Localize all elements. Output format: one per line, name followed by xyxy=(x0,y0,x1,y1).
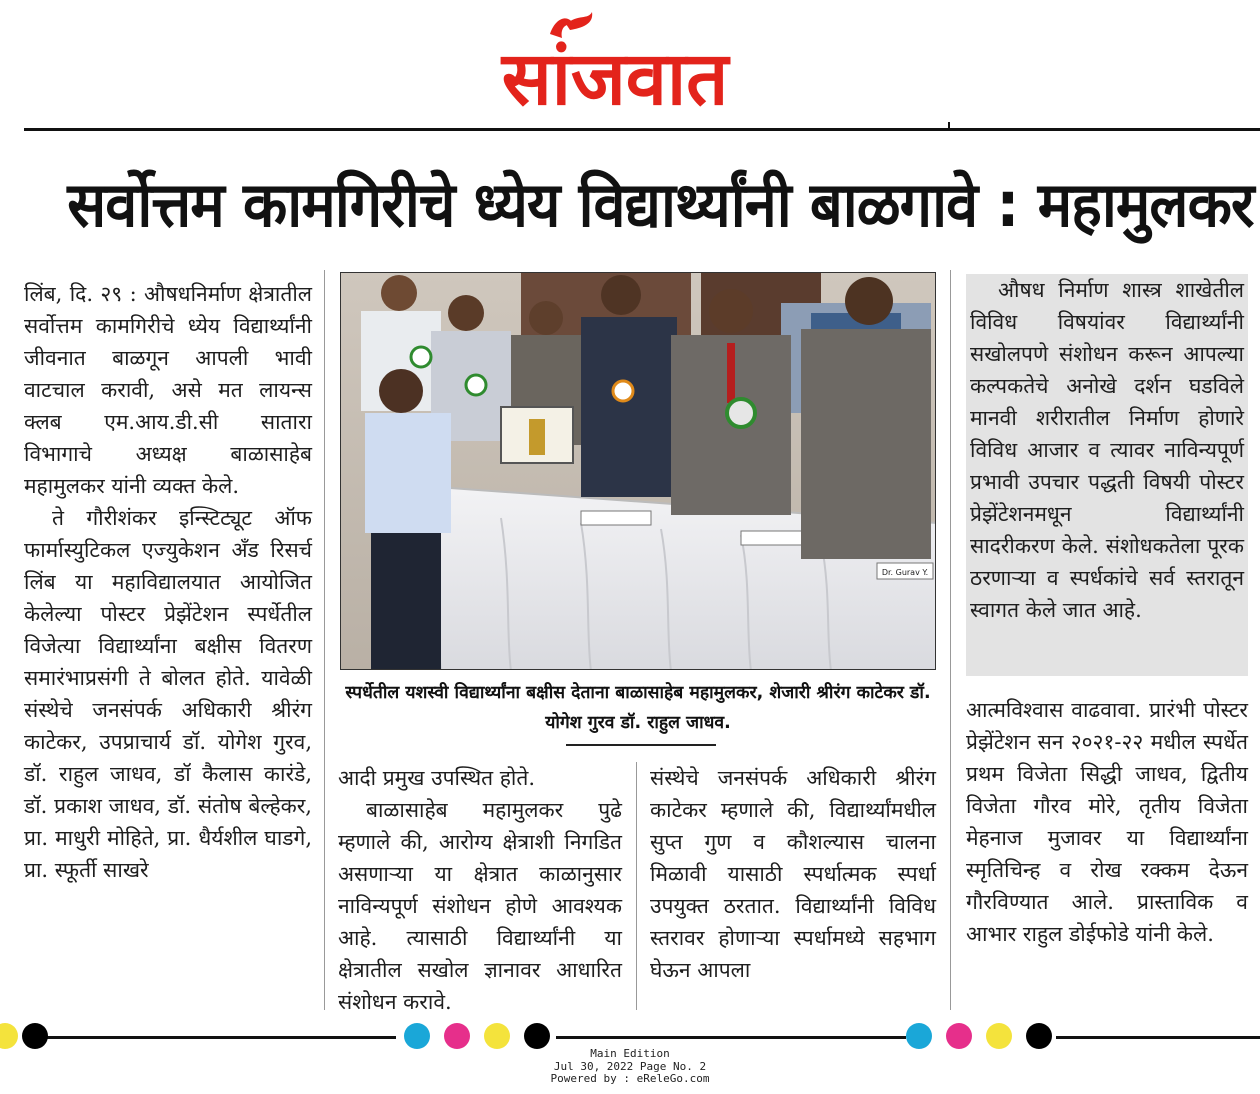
registration-mark-yellow xyxy=(484,1023,510,1049)
edition-label: Main Edition xyxy=(590,1047,670,1060)
article-column-right-top xyxy=(970,274,1244,626)
powered-by-link[interactable]: Powered by : eReleGo.com xyxy=(550,1072,710,1085)
registration-mark-black xyxy=(22,1023,48,1049)
award-ceremony-image xyxy=(341,273,936,670)
article-paragraph: संस्थेचे जनसंपर्क अधिकारी श्रीरंग काटेकर म्हणाले की, विद्यार्थ्यांमधील सुप्त गुण व कौशल्यास चालना मिळावी यासाठी स्पर्धात्मक स्पर्धा उपयुक्त ठरतात. विद्यार्थ्यांनी विविध स्तरावर होणाऱ्या स्पर्धामध्ये सहभाग घेऊन आपला xyxy=(650,766,936,982)
column-divider xyxy=(950,270,951,1010)
article-paragraph: ते गौरीशंकर इन्स्टिट्यूट ऑफ फार्मास्युटिकल एज्युकेशन अँड रिसर्च लिंब या महाविद्यालयात आयोजित केलेल्या पोस्टर प्रेझेंटेशन स्पर्धेतील विजेत्या विद्यार्थ्यांना बक्षीस वितरण समारंभाप्रसंगी ते बोलत होते. यावेळी संस्थेचे जनसंपर्क अधिकारी श्रीरंग काटेकर, उपप्राचार्य डॉ. योगेश गुरव, डॉ. राहुल जाधव, डॉ कैलास कारंडे, डॉ. प्रकाश जाधव, डॉ. संतोष बेल्हेकर, प्रा. माधुरी मोहिते, प्रा. धैर्यशील घाडगे, प्रा. स्फूर्ती साखरे xyxy=(24,506,312,882)
masthead xyxy=(0,0,1260,128)
article-paragraph: आत्मविश्वास वाढवावा. प्रारंभी पोस्टर प्रेझेंटेशन सन २०२१-२२ मधील स्पर्धेत प्रथम विजेता सिद्धी जाधव, द्वितीय विजेता गौरव मोरे, तृतीय विजेता मेहनाज मुजावर या विद्यार्थ्यांना स्मृतिचिन्ह व रोख रक्कम देऊन गौरविण्यात आले. प्रास्ताविक व आभार राहुल डोईफोडे यांनी केले. xyxy=(966,698,1248,946)
registration-mark-cyan xyxy=(404,1023,430,1049)
photo-caption: स्पर्धेतील यशस्वी विद्यार्थ्यांना बक्षीस देताना बाळासाहेब महामुलकर, शेजारी श्रीरंग काटेकर डॉ. योगेश गुरव डॉ. राहुल जाधव. xyxy=(345,683,931,733)
registration-mark-magenta xyxy=(444,1023,470,1049)
rule-tick xyxy=(948,122,950,130)
page-footer xyxy=(0,1048,1260,1086)
column-divider xyxy=(324,270,325,1010)
registration-mark-yellow xyxy=(986,1023,1012,1049)
newspaper-logo xyxy=(470,6,760,122)
article-paragraph: लिंब, दि. २९ : औषधनिर्माण क्षेत्रातील सर्वोत्तम कामगिरीचे ध्येय विद्यार्थ्यांनी जीवनात बाळगून आपली भावी वाटचाल करावी, असे मत लायन्स क्लब एम.आय.डी.सी सातारा विभागाचे अध्यक्ष बाळासाहेब महामुलकर यांनी व्यक्त केले. xyxy=(24,282,312,498)
article-column-right xyxy=(966,694,1248,950)
article-paragraph: बाळासाहेब महामुलकर पुढे म्हणाले की, आरोग्य क्षेत्राशी निगडित असणाऱ्या या क्षेत्रात काळानुसार नाविन्यपूर्ण संशोधन होणे आवश्यक आहे. त्यासाठी विद्यार्थ्यांनी या क्षेत्रातील सखोल ज्ञानावर आधारित संशोधन करावे. xyxy=(338,798,622,1014)
article-paragraph: आदी प्रमुख उपस्थित होते. xyxy=(338,766,536,790)
caption-rule xyxy=(566,744,716,746)
headline: सर्वोत्तम कामगिरीचे ध्येय विद्यार्थ्यांनी बाळगावे : महामुलकर xyxy=(67,168,1254,241)
registration-mark-black xyxy=(524,1023,550,1049)
registration-mark-cyan xyxy=(906,1023,932,1049)
registration-mark-yellow xyxy=(0,1023,18,1049)
article-column-mid-2 xyxy=(650,762,936,986)
masthead-rule xyxy=(24,128,1260,131)
footer-rule xyxy=(556,1036,906,1039)
date-page-label: Jul 30, 2022 Page No. 2 xyxy=(553,1059,707,1073)
registration-mark-magenta xyxy=(946,1023,972,1049)
column-divider xyxy=(636,762,637,1010)
article-paragraph: औषध निर्माण शास्त्र शाखेतील विविध विषयांवर विद्यार्थ्यांनी सखोलपणे संशोधन करून आपल्या कल्पकतेचे अनोखे दर्शन घडविले मानवी शरीरातील निर्माण होणारे विविध आजार व त्यावर नाविन्यपूर्ण प्रभावी उपचार पद्धती विषयी पोस्टर प्रेझेंटेशनमधून विद्यार्थ्यांनी सादरीकरण केले. संशोधकतेला पूरक ठरणाऱ्या व स्पर्धकांचे सर्व स्तरातून स्वागत केले जात आहे. xyxy=(970,278,1244,622)
article-highlight-box xyxy=(966,274,1248,676)
footer-rule xyxy=(1056,1036,1260,1039)
article-column-mid-1 xyxy=(338,762,622,1018)
logo-text: सांजवात xyxy=(501,36,729,122)
footer-rule xyxy=(46,1036,396,1039)
name-plate-label: Dr. Gurav Y. xyxy=(881,568,929,577)
article-column-left xyxy=(24,278,312,886)
event-photo xyxy=(340,272,936,670)
registration-mark-black xyxy=(1026,1023,1052,1049)
